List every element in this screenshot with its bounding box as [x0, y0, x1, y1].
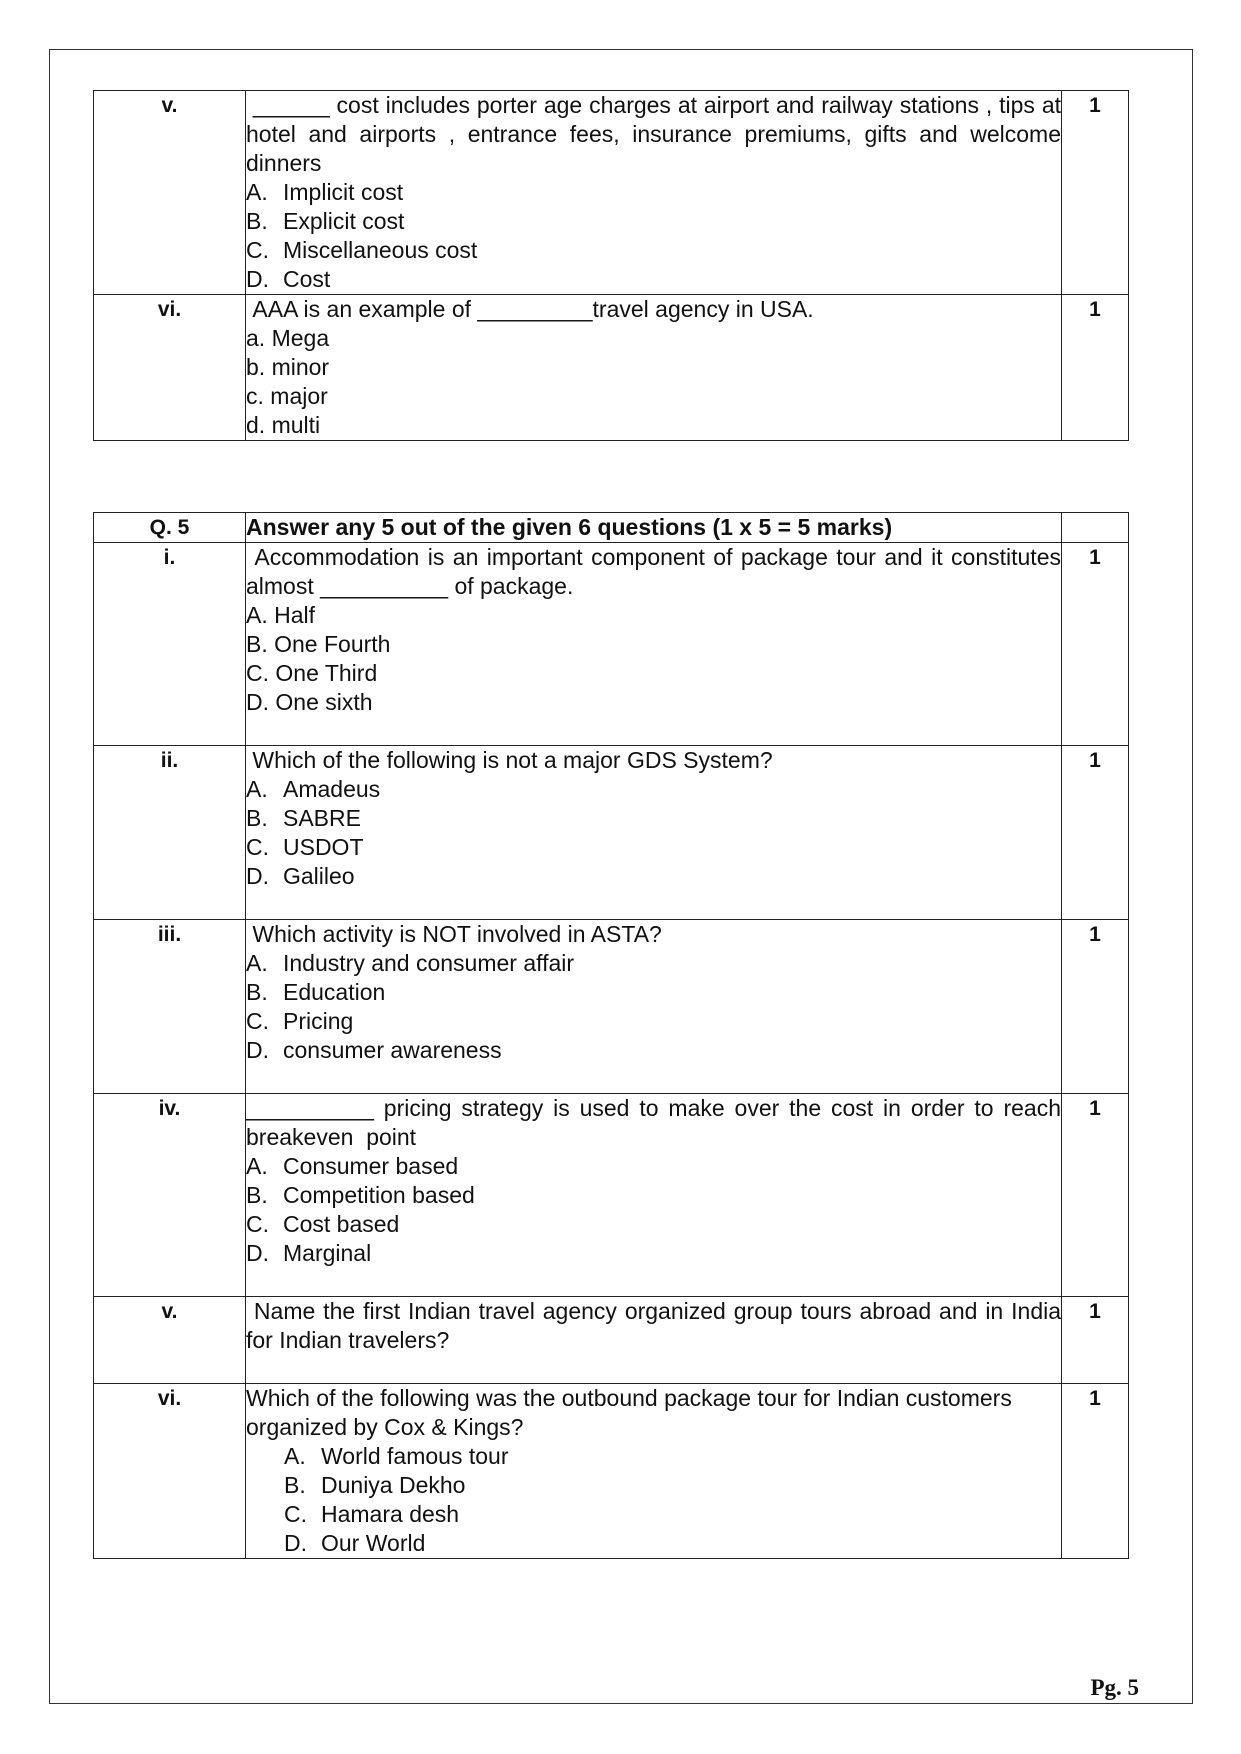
marks: 1 — [1062, 746, 1129, 920]
question-stem: Name the first Indian travel agency organized group tours abroad and in India for Indian travelers? — [246, 1298, 1068, 1353]
question-number: vi. — [94, 1384, 246, 1559]
marks: 1 — [1062, 543, 1129, 746]
question-stem: Accommodation is an important component of package tour and it constitutes almost __________ of package. — [246, 544, 1068, 599]
section-number: Q. 5 — [94, 513, 246, 543]
question-body — [246, 1384, 1062, 1559]
option-a: A. Implicit cost — [246, 179, 404, 205]
section-instructions: Answer any 5 out of the given 6 questions (1 x 5 = 5 marks) — [246, 513, 1062, 543]
option-a: a. Mega — [246, 325, 330, 351]
option-a: A. Consumer based — [246, 1153, 459, 1179]
question-number: iii. — [94, 920, 246, 1094]
question-number: vi. — [94, 295, 246, 441]
table-row — [94, 746, 1129, 920]
table-row — [94, 1384, 1129, 1559]
marks: 1 — [1062, 91, 1129, 295]
marks: 1 — [1062, 920, 1129, 1094]
table-row — [94, 91, 1129, 295]
q5-table — [93, 512, 1129, 1559]
option-c: C. Pricing — [246, 1008, 354, 1034]
marks: 1 — [1062, 1297, 1129, 1384]
option-b: B. Duniya Dekho — [284, 1472, 466, 1498]
question-stem: Which of the following is not a major GDS System? — [246, 747, 773, 773]
marks: 1 — [1062, 295, 1129, 441]
question-stem: __________ pricing strategy is used to make over the cost in order to reach breakeven point — [246, 1095, 1068, 1150]
question-body — [246, 1297, 1068, 1384]
question-stem: Which of the following was the outbound package tour for Indian customers organized by Cox & Kings? — [246, 1385, 1019, 1440]
table-row — [94, 543, 1129, 746]
marks-header — [1062, 513, 1129, 543]
option-c: C. Miscellaneous cost — [246, 237, 478, 263]
option-a: A. World famous tour — [284, 1443, 509, 1469]
option-b: B. Competition based — [246, 1182, 475, 1208]
option-b: B. Explicit cost — [246, 208, 405, 234]
table-row — [94, 295, 1129, 441]
question-body — [246, 1094, 1068, 1297]
option-c: C. One Third — [246, 660, 378, 686]
option-c: C. USDOT — [246, 834, 364, 860]
option-c: C. Cost based — [246, 1211, 400, 1237]
table-row — [94, 920, 1129, 1094]
option-b: b. minor — [246, 354, 330, 380]
question-stem: ______ cost includes porter age charges at airport and railway stations , tips at hotel and airports , entrance fees, insurance premiums, gifts and welcome dinners — [246, 92, 1068, 176]
question-number: v. — [94, 1297, 246, 1384]
table-row — [94, 1297, 1129, 1384]
question-stem: Which activity is NOT involved in ASTA? — [246, 921, 662, 947]
option-d: D. Our World — [284, 1530, 426, 1556]
question-number: iv. — [94, 1094, 246, 1297]
option-c: C. Hamara desh — [284, 1501, 460, 1527]
question-body — [246, 920, 1062, 1094]
page-number: Pg. 5 — [1090, 1675, 1139, 1700]
marks: 1 — [1062, 1384, 1129, 1559]
option-d: d. multi — [246, 412, 321, 438]
option-a: A. Half — [246, 602, 316, 628]
option-d: D. consumer awareness — [246, 1037, 502, 1063]
question-number: v. — [94, 91, 246, 295]
marks: 1 — [1062, 1094, 1129, 1297]
table-row — [94, 1094, 1129, 1297]
q5-header-row — [94, 513, 1129, 543]
option-c: c. major — [246, 383, 328, 409]
option-a: A. Industry and consumer affair — [246, 950, 575, 976]
question-body — [246, 295, 1062, 441]
question-number: i. — [94, 543, 246, 746]
question-stem: AAA is an example of _________travel agency in USA. — [246, 296, 814, 322]
question-body — [246, 91, 1068, 295]
option-a: A. Amadeus — [246, 776, 381, 802]
question-body — [246, 543, 1068, 746]
option-b: B. SABRE — [246, 805, 361, 831]
q4-continuation-table — [93, 90, 1129, 441]
option-b: B. Education — [246, 979, 386, 1005]
option-d: D. One sixth — [246, 689, 373, 715]
option-d: D. Galileo — [246, 863, 355, 889]
question-number: ii. — [94, 746, 246, 920]
option-d: D. Marginal — [246, 1240, 372, 1266]
question-body — [246, 746, 1062, 920]
option-b: B. One Fourth — [246, 631, 391, 657]
option-d: D. Cost — [246, 266, 331, 292]
